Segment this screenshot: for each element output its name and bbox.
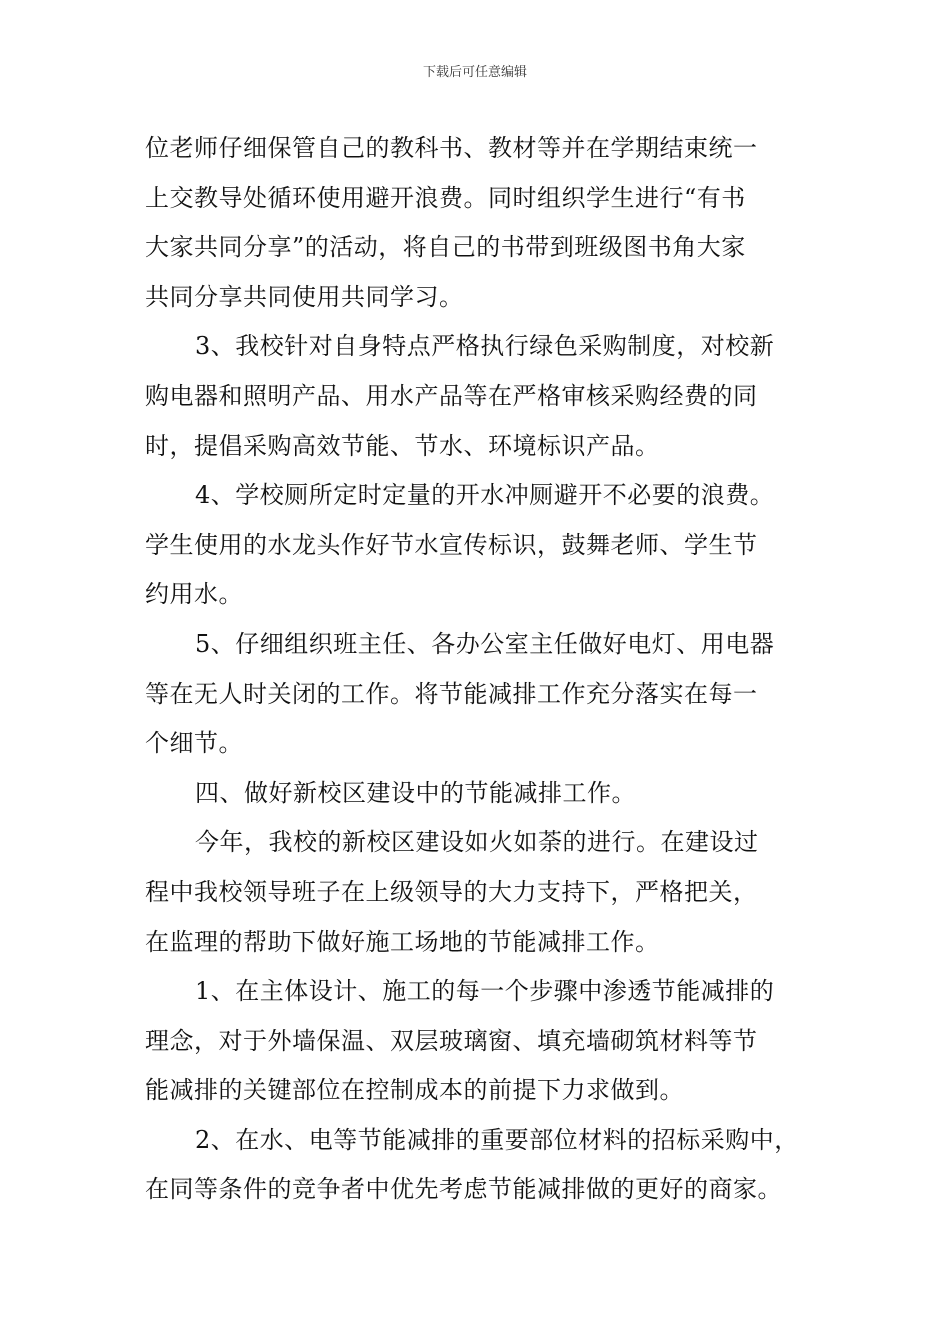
text-line: 约用水。 bbox=[145, 580, 243, 609]
text-line: 1、在主体设计、施工的每一个步骤中渗透节能减排的 bbox=[195, 977, 775, 1006]
text-line: 购电器和照明产品、用水产品等在严格审核采购经费的同 bbox=[145, 381, 758, 410]
document-body bbox=[145, 124, 825, 1215]
text-line: 等在无人时关闭的工作。将节能减排工作充分落实在每一 bbox=[145, 679, 758, 708]
text-line: 时，提倡采购高效节能、节水、环境标识产品。 bbox=[145, 431, 660, 460]
text-line: 大家共同分享”的活动，将自己的书带到班级图书角大家 bbox=[145, 233, 746, 262]
text-line: 3、我校针对自身特点严格执行绿色采购制度，对校新 bbox=[195, 332, 775, 361]
text-line: 5、仔细组织班主任、各办公室主任做好电灯、用电器 bbox=[195, 629, 775, 658]
page-header-note: 下载后可任意编辑 bbox=[422, 65, 527, 80]
text-line: 个细节。 bbox=[145, 729, 243, 758]
text-line: 在监理的帮助下做好施工场地的节能减排工作。 bbox=[145, 927, 660, 956]
text-line: 今年，我校的新校区建设如火如荼的进行。在建设过 bbox=[195, 828, 759, 857]
text-line: 四、做好新校区建设中的节能减排工作。 bbox=[195, 778, 636, 807]
text-line: 位老师仔细保管自己的教科书、教材等并在学期结束统一 bbox=[145, 134, 758, 162]
text-line: 共同分享共同使用共同学习。 bbox=[145, 282, 464, 311]
text-line: 理念，对于外墙保温、双层玻璃窗、填充墙砌筑材料等节 bbox=[145, 1026, 758, 1055]
text-line: 程中我校领导班子在上级领导的大力支持下，严格把关， bbox=[145, 877, 758, 906]
text-line: 能减排的关键部位在控制成本的前提下力求做到。 bbox=[145, 1076, 684, 1105]
text-line: 学生使用的水龙头作好节水宣传标识，鼓舞老师、学生节 bbox=[145, 530, 758, 559]
text-line: 上交教导处循环使用避开浪费。同时组织学生进行“有书 bbox=[145, 183, 746, 212]
text-line: 4、学校厕所定时定量的开水冲厕避开不必要的浪费。 bbox=[195, 481, 775, 510]
text-line: 2、在水、电等节能减排的重要部位材料的招标采购中， bbox=[195, 1125, 799, 1154]
text-line: 在同等条件的竞争者中优先考虑节能减排做的更好的商家。 bbox=[145, 1175, 782, 1204]
